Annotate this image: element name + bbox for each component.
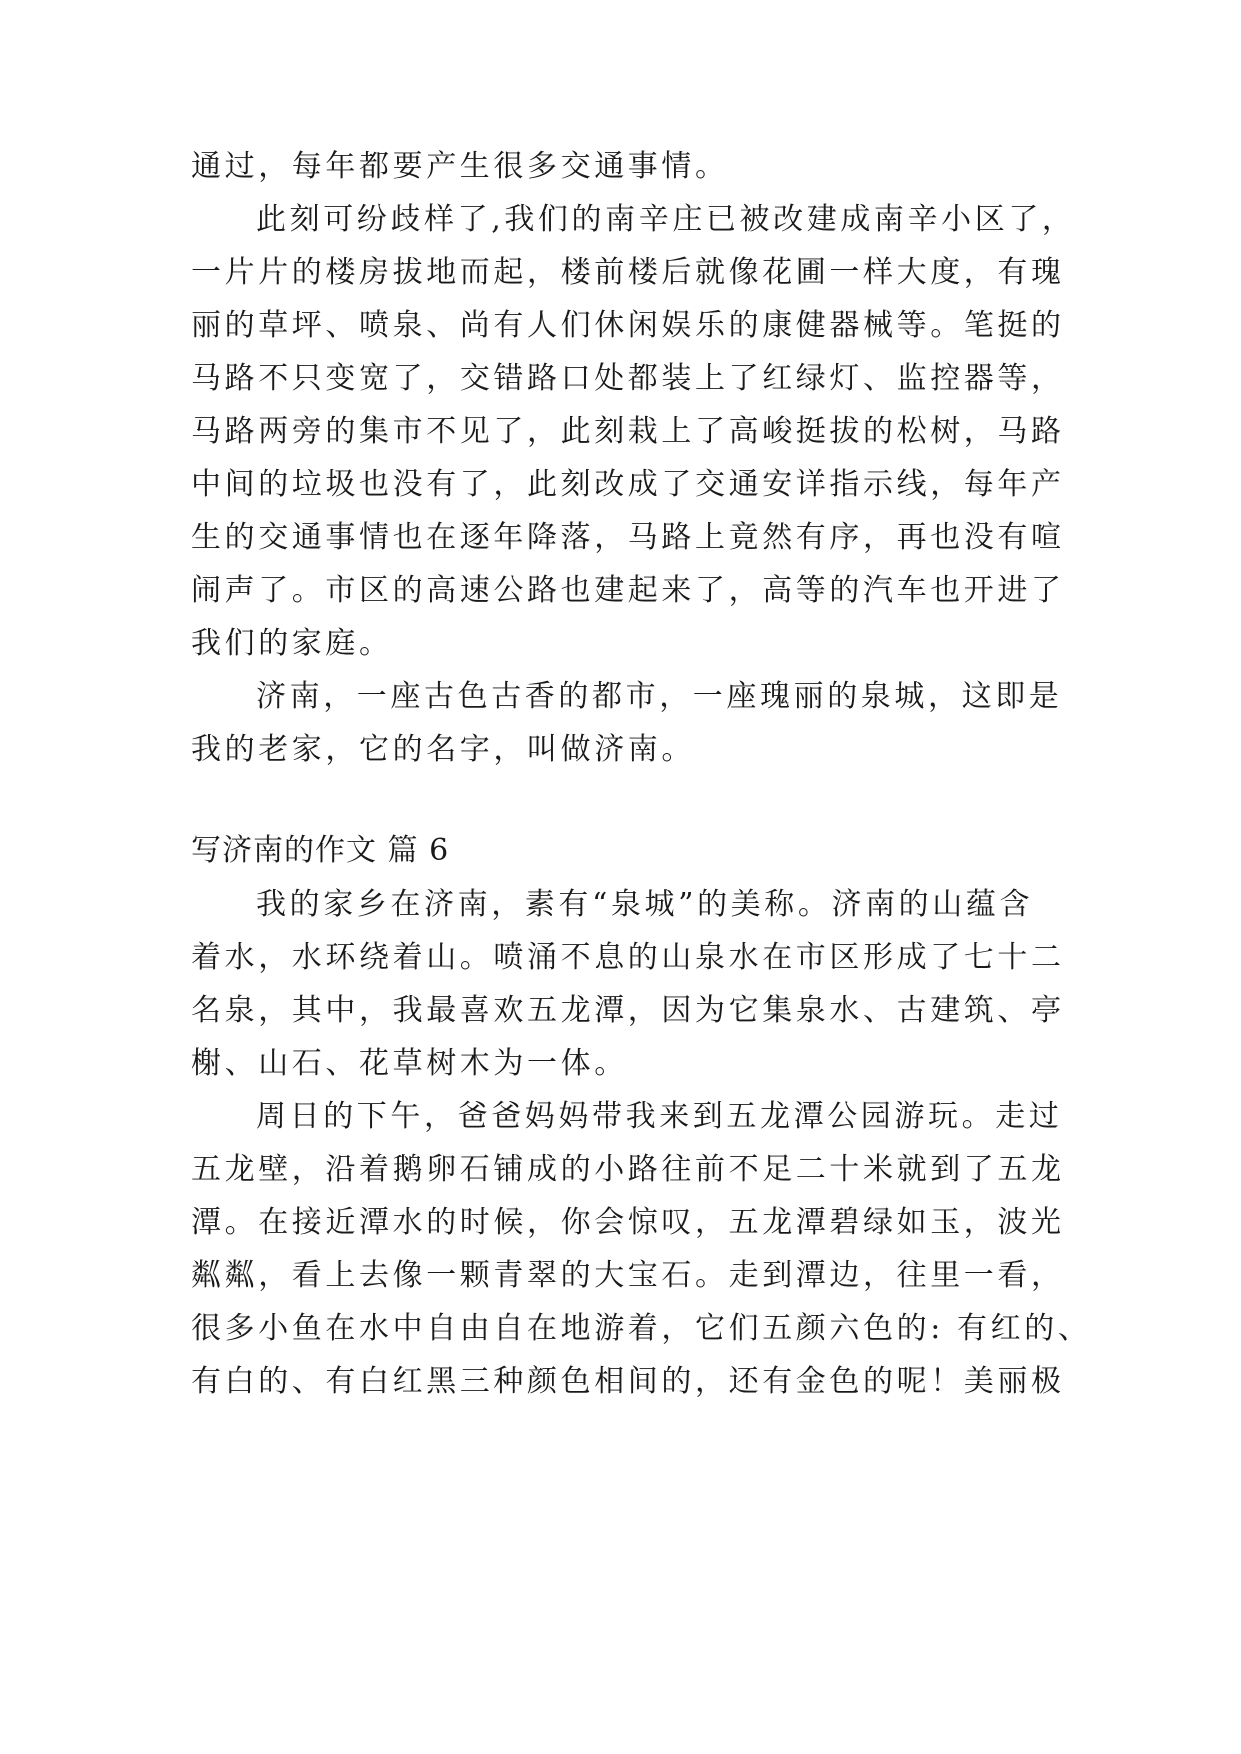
text-line: 马路两旁的集市不见了，此刻栽上了高峻挺拔的松树，马路: [191, 414, 1065, 449]
text-line: 着水，水环绕着山。喷涌不息的山泉水在市区形成了七十二: [191, 940, 1065, 975]
text-line: 马路不只变宽了，交错路口处都装上了红绿灯、监控器等，: [191, 361, 1065, 396]
text-line: 丽的草坪、喷泉、尚有人们休闲娱乐的康健器械等。笔挺的: [191, 308, 1065, 343]
text-line: 中间的垃圾也没有了，此刻改成了交通安详指示线，每年产: [191, 467, 1065, 502]
text-line: 闹声了。市区的高速公路也建起来了，高等的汽车也开进了: [191, 573, 1065, 608]
section-heading: 写济南的作文 篇 6: [191, 833, 450, 868]
paragraph-start: 济南，一座古色古香的都市，一座瑰丽的泉城，这即是: [256, 679, 1063, 714]
paragraph-start: 此刻可纷歧样了,我们的南辛庄已被改建成南辛小区了，: [256, 202, 1076, 237]
text-line: 很多小鱼在水中自由自在地游着，它们五颜六色的: 有红的、: [191, 1311, 1092, 1346]
text-line: 一片片的楼房拔地而起，楼前楼后就像花圃一样大度，有瑰: [191, 255, 1065, 290]
text-line: 有白的、有白红黑三种颜色相间的，还有金色的呢！美丽极: [191, 1364, 1065, 1399]
text-line: 潭。在接近潭水的时候，你会惊叹，五龙潭碧绿如玉，波光: [191, 1205, 1065, 1240]
text-line: 榭、山石、花草树木为一体。: [191, 1046, 628, 1081]
text-line: 名泉，其中，我最喜欢五龙潭，因为它集泉水、古建筑、亭: [191, 993, 1065, 1028]
paragraph-start: 我的家乡在济南，素有“泉城”的美称。济南的山蕴含: [256, 887, 1034, 922]
text-line: 五龙壁，沿着鹅卵石铺成的小路往前不足二十米就到了五龙: [191, 1152, 1065, 1187]
text-line: 我们的家庭。: [191, 626, 393, 661]
paragraph-start: 周日的下午，爸爸妈妈带我来到五龙潭公园游玩。走过: [256, 1099, 1063, 1134]
text-line: 生的交通事情也在逐年降落，马路上竟然有序，再也没有喧: [191, 520, 1065, 555]
text-line: 粼粼，看上去像一颗青翠的大宝石。走到潭边，往里一看，: [191, 1258, 1065, 1293]
text-line: 我的老家，它的名字，叫做济南。: [191, 732, 695, 767]
text-line: 通过，每年都要产生很多交通事情。: [191, 149, 729, 184]
